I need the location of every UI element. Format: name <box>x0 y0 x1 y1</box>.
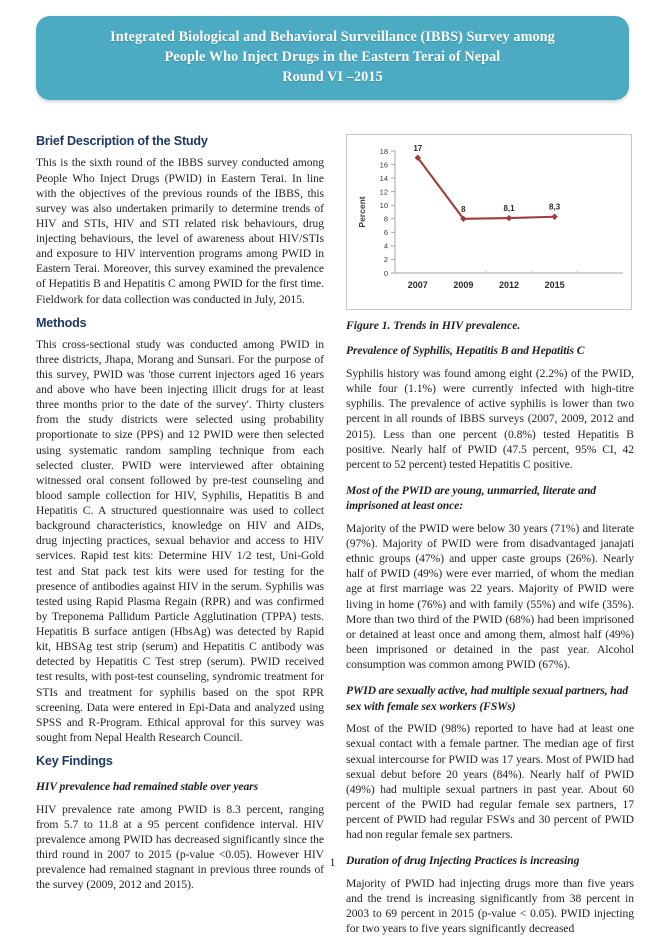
svg-text:18: 18 <box>379 147 388 157</box>
svg-text:12: 12 <box>379 187 388 197</box>
svg-text:4: 4 <box>383 242 388 252</box>
svg-text:16: 16 <box>379 160 388 170</box>
subheading-sexual-behaviour: PWID are sexually active, had multiple sexual partners, had sex with female sex workers (FSWs) <box>346 684 629 713</box>
banner-title-line-3: Round VI –2015 <box>282 69 383 86</box>
subheading-injecting-duration: Duration of drug Injecting Practices is increasing <box>346 854 580 868</box>
heading-brief-description: Brief Description of the Study <box>36 134 208 149</box>
paragraph-hiv-prevalence: HIV prevalence rate among PWID is 8.3 percent, ranging from 5.7 to 11.8 at a 95 percent confidence interval. HIV prevalence among PWID has decreased significantly since the third round in 2007 to 2015 (p-value <0.05). However HIV prevalence had remained stagnant in previous three rounds of the survey (2009, 2012 and 2015). <box>36 802 324 892</box>
paragraph-sexual-behaviour: Most of the PWID (98%) reported to have had at least one sexual contact with a female partner. The median age of first sexual intercourse for PWID was 17 years. Most of PWID had sexual debut before 20 years (84%). Nearly half of PWID (49%) had multiple sexual partners in past year. About 60 percent of the PWID had regular female sex partners, 17 percent of PWID had regular FSWs and 30 percent of PWID had non regular female sex partners. <box>346 722 634 842</box>
svg-text:2012: 2012 <box>498 280 520 291</box>
title-banner <box>36 16 629 100</box>
heading-key-findings: Key Findings <box>36 754 113 769</box>
left-column <box>36 134 324 945</box>
paragraph-injecting-duration: Majority of PWID had injecting drugs more than five years and the trend is increasing significantly from 38 percent in 2003 to 69 percent in 2015 (p-value < 0.05). PWID injecting for two years to five years significantly decreased <box>346 876 634 936</box>
subheading-hiv-prevalence-stable: HIV prevalence had remained stable over years <box>36 780 258 794</box>
page-number: 1 <box>329 855 336 869</box>
paragraph-methods: This cross-sectional study was conducted among PWID in three districts, Jhapa, Morang and Sunsari. For the purpose of this survey, PWID was 'those current injectors aged 16 years and above who have been injecting illicit drugs for at least three months prior to the date of the survey'. Thirty clusters from the study districts were selected using probability proportionate to size (PPS) and 12 PWID were then selected using systematic random sampling technique from each selected cluster. PWID were interviewed after obtaining witnessed oral consent followed by pre-test counseling and blood sample collection for HIV, Syphilis, Hepatitis B and Hepatitis C. A structured questionnaire was used to collect background characteristics, knowledge on HIV and AIDs, drug injecting practices, sexual behavior and access to HIV services. Rapid test kits: Determine HIV 1/2 test, Uni-Gold test and Stat pack test kits were used for testing for the presence of antibodies against HIV in the serum. Syphilis was tested using Rapid Plasma Regain (RPR) and was confirmed by Treponema Pallidum Particle Agglutination (TPPA) tests. Hepatitis B surface antigen (HbsAg) was detected by Rapid kit, HBSAg test strip (serum) and Hepatitis C antibody was detected by Hepatitis C Test strep (serum). PWID received test results, with post-test counseling, syndromic treatment for STIs and treatment for syphilis based on the spot RPR screening. Data were entered in Epi-Data and analyzed using SPSS and R-Program. Ethical approval for this survey was sought from Nepal Health Research Council. <box>36 337 324 744</box>
svg-text:0: 0 <box>383 269 388 279</box>
svg-text:10: 10 <box>379 201 388 211</box>
heading-methods: Methods <box>36 315 87 330</box>
right-column <box>346 134 634 945</box>
subheading-prevalence-syphilis-hepatitis: Prevalence of Syphilis, Hepatitis B and Hepatitis C <box>346 344 585 358</box>
hiv-prevalence-trend-chart <box>346 134 632 310</box>
banner-title-line-1: Integrated Biological and Behavioral Surveillance (IBBS) Survey among <box>110 29 555 45</box>
svg-text:2: 2 <box>383 255 388 265</box>
svg-text:8: 8 <box>461 205 466 215</box>
paragraph-pwid-demographics: Majority of the PWID were below 30 years (71%) and literate (97%). Majority of PWID were from disadvantaged janajati ethnic groups (47%) and upper caste groups (26%). Nearly half of PWID (49%) were ever married, of whom the median age at first marriage was 22 years. Majority of PWID were living in home (76%) and with family (55%) and wife (35%). More than two third of the PWID (68%) had been imprisoned or detained at least once and among them, almost half (49%) been imprisoned or detained in the past year. Alcohol consumption was common among PWID (67%). <box>346 521 634 672</box>
svg-text:14: 14 <box>379 174 388 184</box>
svg-text:2007: 2007 <box>407 280 428 291</box>
figure-caption: Figure 1. Trends in HIV prevalence. <box>346 319 521 333</box>
svg-text:8,1: 8,1 <box>503 204 515 214</box>
paragraph-syphilis-hepatitis: Syphilis history was found among eight (2.2%) of the PWID, while four (1.1%) were currently infected with high-titre syphilis. The prevalence of active syphilis is lower than two percent in all rounds of IBBS surveys (2007, 2009, 2012 and 2015). Less than one percent (0.8%) tested Hepatitis B positive. Nearly half of PWID (47.5 percent, 95% CI, 42 percent to 52 percent) tested Hepatitis C positive. <box>346 367 634 471</box>
svg-text:8: 8 <box>383 215 388 225</box>
document-body <box>0 100 665 945</box>
svg-text:2015: 2015 <box>544 280 565 291</box>
svg-text:2009: 2009 <box>453 280 474 291</box>
svg-text:8,3: 8,3 <box>549 203 561 213</box>
svg-text:6: 6 <box>383 228 388 238</box>
subheading-pwid-demographics: Most of the PWID are young, unmarried, literate and imprisoned at least once: <box>346 483 596 513</box>
chart-svg <box>347 135 631 309</box>
banner-container <box>0 0 665 100</box>
paragraph-brief-description: This is the sixth round of the IBBS survey conducted among People Who Inject Drugs (PWID) in Eastern Terai. In line with the objectives of the previous rounds of the IBBS, this survey was also undertaken primarily to determine trends of HIV and STIs, HIV and STI related risk behaviours, drug injecting behaviours, the level of awareness about HIV/STIs and exposure to HIV intervention programs among PWID in Eastern Terai. Moreover, this survey examined the prevalence of Hepatitis B and Hepatitis C among PWID for the first time. Fieldwork for data collection was conducted in July, 2015. <box>36 156 324 306</box>
svg-text:17: 17 <box>413 144 423 154</box>
svg-text:Percent: Percent <box>357 196 367 229</box>
banner-title-line-2: People Who Inject Drugs in the Eastern Terai of Nepal <box>164 49 501 66</box>
